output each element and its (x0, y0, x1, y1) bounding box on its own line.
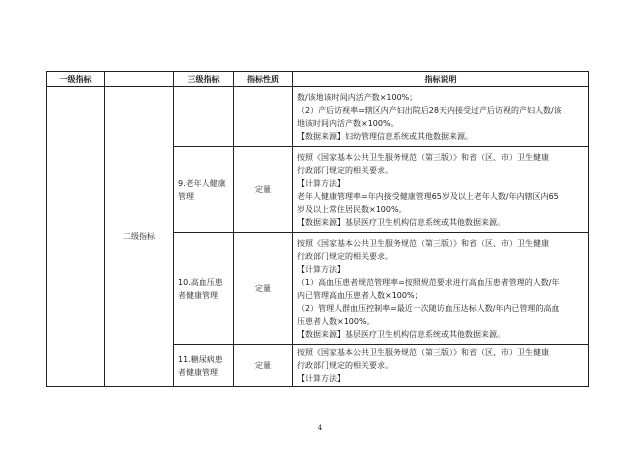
description-line: 【计算方法】 (297, 178, 345, 188)
description-line: （2）管理人群血压控制率=最近一次随访血压达标人数/年内已管理的高血 (297, 303, 560, 313)
header-level1: 一级指标 (47, 72, 105, 87)
description-line: 地该时间内活产数×100%。 (297, 118, 399, 128)
level1-cell (47, 87, 105, 387)
level3-label: 9.老年人健康管理 (178, 178, 226, 201)
description-line: 【计算方法】 (297, 264, 345, 274)
level3-label: 11.糖尿病患者健康管理 (178, 354, 223, 377)
description-cell (293, 87, 589, 147)
description-line: 行政部门规定的相关要求。 (297, 251, 393, 261)
header-description: 指标说明 (293, 72, 589, 87)
description-line: 数/该地该时间内活产数×100%； (297, 92, 418, 102)
table-row (47, 87, 589, 147)
description-line: 内已管理高血压患者人数×100%； (297, 290, 423, 300)
nature-cell (234, 147, 293, 233)
description-line: 行政部门规定的相关要求。 (297, 165, 393, 175)
nature-label: 定量 (255, 185, 271, 194)
description-line: 【数据来源】基层医疗卫生机构信息系统或其他数据来源。 (297, 217, 505, 227)
description-cell (293, 345, 589, 387)
level2-cell (105, 87, 174, 387)
description-line: （1）高血压患者规范管理率=按照规范要求进行高血压患者管理的人数/年 (297, 277, 560, 287)
level3-cell (174, 87, 234, 147)
description-line: 老年人健康管理率=年内接受健康管理65岁及以上老年人数/年内辖区内65 (297, 191, 559, 201)
description-line: 【计算方法】 (297, 374, 345, 383)
level3-label: 10.高血压患者健康管理 (178, 277, 223, 300)
level3-cell (174, 233, 234, 345)
header-level2 (105, 72, 174, 87)
nature-label: 定量 (255, 284, 271, 293)
description-line: 压患者人数×100%。 (297, 316, 375, 326)
nature-cell (234, 87, 293, 147)
table-header-row (47, 72, 589, 87)
description-line: 【数据来源】妇幼管理信息系统或其他数据来源。 (297, 131, 473, 141)
description-line: 行政部门规定的相关要求。 (297, 361, 393, 370)
description-line: 【数据来源】基层医疗卫生机构信息系统或其他数据来源。 (297, 329, 505, 339)
nature-cell (234, 233, 293, 345)
description-line: （2）产后访视率=辖区内产妇出院后28天内接受过产后访视的产妇人数/该 (297, 105, 562, 115)
level3-cell (174, 147, 234, 233)
description-line: 岁及以上常住居民数×100%。 (297, 204, 407, 214)
description-cell (293, 233, 589, 345)
description-line: 按照《国家基本公共卫生服务规范（第三版）》和省（区、市）卫生健康 (297, 238, 549, 248)
nature-label: 定量 (255, 361, 271, 370)
nature-cell (234, 345, 293, 387)
header-level3: 三级指标 (174, 72, 234, 87)
description-line: 按照《国家基本公共卫生服务规范（第三版）》和省（区、市）卫生健康 (297, 152, 549, 162)
description-line: 按照《国家基本公共卫生服务规范（第三版）》和省（区、市）卫生健康 (297, 348, 549, 357)
indicator-table (46, 71, 589, 387)
page-number: 4 (317, 424, 323, 432)
level3-cell (174, 345, 234, 387)
level2-label: 二级指标 (123, 232, 155, 241)
header-nature: 指标性质 (234, 72, 293, 87)
description-cell (293, 147, 589, 233)
